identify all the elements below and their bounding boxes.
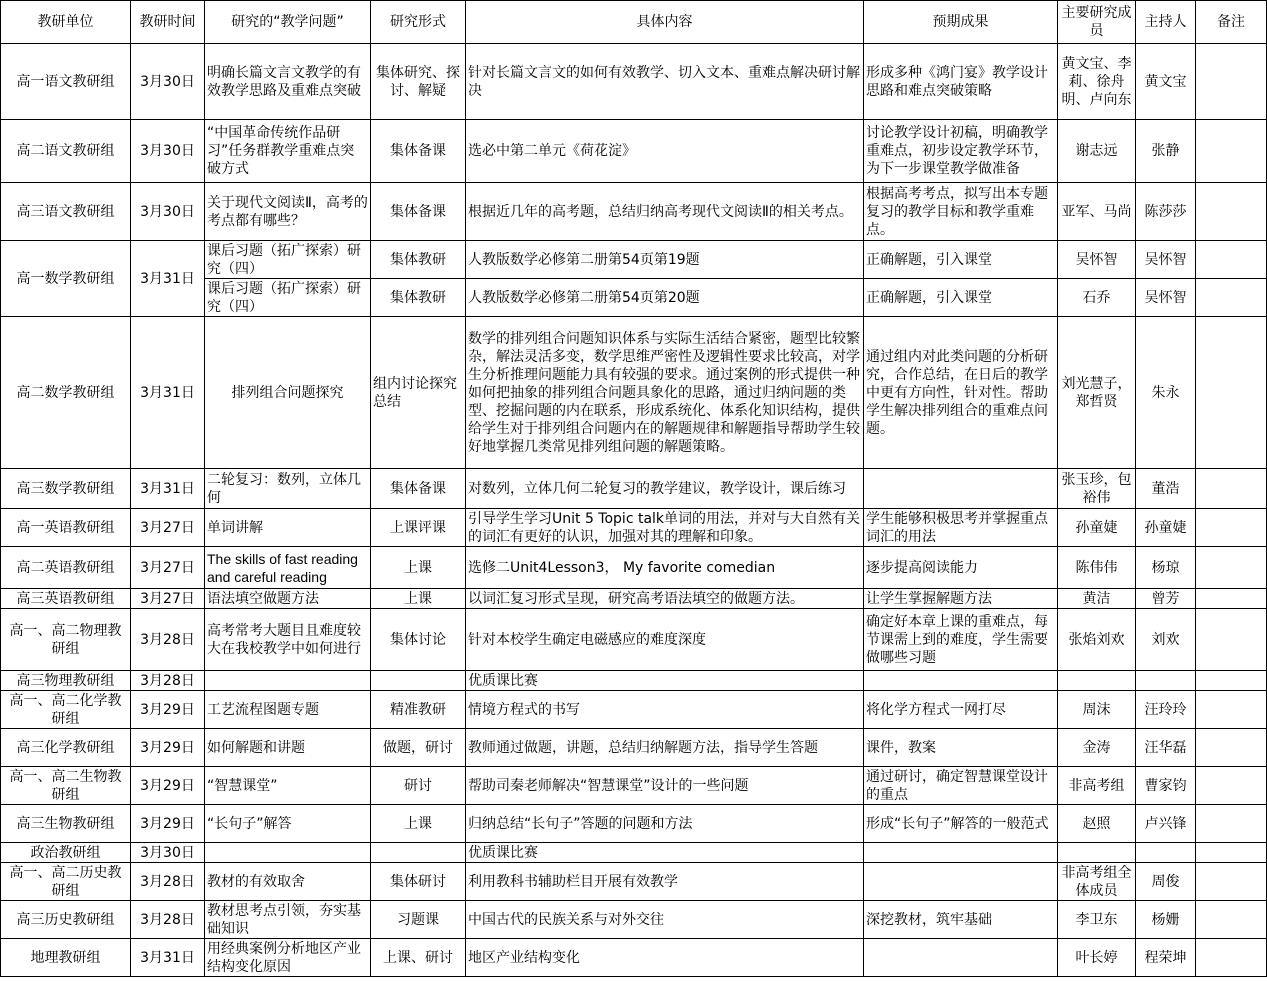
content-cell: 利用教科书辅助栏目开展有效教学 [466, 863, 864, 901]
topic-cell: 工艺流程图题专题 [205, 691, 371, 729]
host-cell: 曾芳 [1136, 589, 1196, 609]
form-cell: 习题课 [371, 901, 466, 939]
topic-cell: 课后习题（拓广探索）研究（四） [205, 241, 371, 279]
host-cell: 汪玲玲 [1136, 691, 1196, 729]
header-content: 具体内容 [466, 1, 864, 44]
content-cell: 引导学生学习Unit 5 Topic talk单词的用法，并对与大自然有关的词汇有更好的认识，加强对其的理解和印象。 [466, 509, 864, 547]
group-cell: 高二数学教研组 [1, 317, 131, 469]
host-cell: 程荣坤 [1136, 939, 1196, 977]
outcome-cell: 通过研讨，确定智慧课堂设计的重点 [864, 767, 1058, 805]
form-cell: 组内讨论探究总结 [371, 317, 466, 469]
time-cell: 3月29日 [131, 767, 205, 805]
content-cell: 优质课比赛 [466, 671, 864, 691]
note-cell [1196, 671, 1267, 691]
time-cell: 3月28日 [131, 863, 205, 901]
outcome-cell: 讨论教学设计初稿，明确教学重难点，初步设定教学环节，为下一步课堂教学做准备 [864, 120, 1058, 183]
group-cell: 政治教研组 [1, 843, 131, 863]
outcome-cell [864, 843, 1058, 863]
time-cell: 3月29日 [131, 805, 205, 843]
header-note: 备注 [1196, 1, 1267, 44]
content-cell: 以词汇复习形式呈现，研究高考语法填空的做题方法。 [466, 589, 864, 609]
members-cell: 金涛 [1058, 729, 1136, 767]
table-row [1, 863, 1267, 901]
members-cell: 非高考组全体成员 [1058, 863, 1136, 901]
content-cell: 根据近几年的高考题，总结归纳高考现代文阅读Ⅱ的相关考点。 [466, 183, 864, 241]
header-group: 教研单位 [1, 1, 131, 44]
outcome-cell: 形成“长句子”解答的一般范式 [864, 805, 1058, 843]
outcome-cell: 学生能够积极思考并掌握重点词汇的用法 [864, 509, 1058, 547]
topic-cell: 教材思考点引领，夯实基础知识 [205, 901, 371, 939]
group-cell: 高一、高二历史教研组 [1, 863, 131, 901]
note-cell [1196, 547, 1267, 589]
group-cell: 高一语文教研组 [1, 44, 131, 120]
table-row [1, 469, 1267, 509]
group-cell: 高二英语教研组 [1, 547, 131, 589]
table-row [1, 939, 1267, 977]
content-cell: 针对长篇文言文的如何有效教学、切入文本、重难点解决研讨解决 [466, 44, 864, 120]
outcome-cell: 正确解题，引入课堂 [864, 279, 1058, 317]
outcome-cell [864, 469, 1058, 509]
time-cell: 3月27日 [131, 589, 205, 609]
host-cell: 陈莎莎 [1136, 183, 1196, 241]
form-cell: 做题，研讨 [371, 729, 466, 767]
time-cell: 3月28日 [131, 901, 205, 939]
table-row [1, 547, 1267, 589]
outcome-cell: 将化学方程式一网打尽 [864, 691, 1058, 729]
host-cell: 黄文宝 [1136, 44, 1196, 120]
topic-cell [205, 843, 371, 863]
members-cell: 亚军、马尚 [1058, 183, 1136, 241]
form-cell: 上课 [371, 805, 466, 843]
topic-cell: 排列组合问题探究 [205, 317, 371, 469]
time-cell: 3月30日 [131, 843, 205, 863]
time-cell: 3月29日 [131, 729, 205, 767]
header-time: 教研时间 [131, 1, 205, 44]
host-cell: 汪华磊 [1136, 729, 1196, 767]
topic-cell: 高考常考大题目且难度较大在我校教学中如何进行 [205, 609, 371, 671]
note-cell [1196, 767, 1267, 805]
table-row [1, 183, 1267, 241]
form-cell: 上课 [371, 589, 466, 609]
time-cell: 3月31日 [131, 939, 205, 977]
time-cell: 3月27日 [131, 547, 205, 589]
topic-cell: “长句子”解答 [205, 805, 371, 843]
outcome-cell [864, 939, 1058, 977]
group-cell: 高二语文教研组 [1, 120, 131, 183]
note-cell [1196, 241, 1267, 279]
members-cell: 张玉珍，包裕伟 [1058, 469, 1136, 509]
form-cell: 上课 [371, 547, 466, 589]
table-row [1, 609, 1267, 671]
note-cell [1196, 691, 1267, 729]
group-cell: 高三语文教研组 [1, 183, 131, 241]
note-cell [1196, 609, 1267, 671]
outcome-cell: 正确解题，引入课堂 [864, 241, 1058, 279]
note-cell [1196, 317, 1267, 469]
note-cell [1196, 729, 1267, 767]
table-row [1, 901, 1267, 939]
host-cell: 杨琼 [1136, 547, 1196, 589]
members-cell: 刘光慧子，郑哲贤 [1058, 317, 1136, 469]
content-cell: 对数列，立体几何二轮复习的教学建议，教学设计，课后练习 [466, 469, 864, 509]
topic-cell [205, 671, 371, 691]
table-row [1, 317, 1267, 469]
members-cell: 黄洁 [1058, 589, 1136, 609]
topic-cell: 单词讲解 [205, 509, 371, 547]
group-cell: 高三物理教研组 [1, 671, 131, 691]
topic-cell: “智慧课堂” [205, 767, 371, 805]
form-cell: 上课评课 [371, 509, 466, 547]
time-cell: 3月28日 [131, 671, 205, 691]
content-cell: 选必中第二单元《荷花淀》 [466, 120, 864, 183]
outcome-cell: 形成多种《鸿门宴》教学设计思路和难点突破策略 [864, 44, 1058, 120]
note-cell [1196, 589, 1267, 609]
content-cell: 教师通过做题，讲题，总结归纳解题方法，指导学生答题 [466, 729, 864, 767]
note-cell [1196, 44, 1267, 120]
outcome-cell [864, 863, 1058, 901]
topic-cell: 课后习题（拓广探索）研究（四） [205, 279, 371, 317]
form-cell [371, 843, 466, 863]
members-cell: 黄文宝、李莉、徐舟明、卢向东 [1058, 44, 1136, 120]
host-cell: 吴怀智 [1136, 279, 1196, 317]
topic-cell: 如何解题和讲题 [205, 729, 371, 767]
header-topic: 研究的“教学问题” [205, 1, 371, 44]
members-cell: 周沫 [1058, 691, 1136, 729]
group-cell: 高一、高二物理教研组 [1, 609, 131, 671]
note-cell [1196, 805, 1267, 843]
table-row [1, 843, 1267, 863]
content-cell: 数学的排列组合问题知识体系与实际生活结合紧密，题型比较繁杂，解法灵活多变，数学思维严密性及逻辑性要求比较高，对学生分析推理问题能力具有较强的要求。通过案例的形式提供一种如何把抽象的排列组合问题具象化的思路，通过归纳问题的类型、挖掘问题的内在联系，形成系统化、体系化知识结构，提供给学生对于排列组合问题内在的解题规律和解题指导帮助学生较好地掌握几类常见排列组问题的解题策略。 [466, 317, 864, 469]
topic-cell: 教材的有效取舍 [205, 863, 371, 901]
header-host: 主持人 [1136, 1, 1196, 44]
form-cell: 上课、研讨 [371, 939, 466, 977]
group-cell: 高三化学教研组 [1, 729, 131, 767]
table-row [1, 589, 1267, 609]
time-cell: 3月30日 [131, 120, 205, 183]
form-cell: 集体研究、探讨、解疑 [371, 44, 466, 120]
members-cell: 叶长婷 [1058, 939, 1136, 977]
host-cell: 曹家钧 [1136, 767, 1196, 805]
header-outcome: 预期成果 [864, 1, 1058, 44]
outcome-cell: 逐步提高阅读能力 [864, 547, 1058, 589]
header-form: 研究形式 [371, 1, 466, 44]
note-cell [1196, 469, 1267, 509]
note-cell [1196, 843, 1267, 863]
members-cell: 石乔 [1058, 279, 1136, 317]
content-cell: 情境方程式的书写 [466, 691, 864, 729]
note-cell [1196, 279, 1267, 317]
content-cell: 选修二Unit4Lesson3， My favorite comedian [466, 547, 864, 589]
form-cell: 集体备课 [371, 183, 466, 241]
topic-cell: 关于现代文阅读Ⅱ，高考的考点都有哪些？ [205, 183, 371, 241]
members-cell: 李卫东 [1058, 901, 1136, 939]
form-cell: 研讨 [371, 767, 466, 805]
group-cell: 高三生物教研组 [1, 805, 131, 843]
content-cell: 人教版数学必修第二册第54页第19题 [466, 241, 864, 279]
topic-cell: 二轮复习：数列，立体几何 [205, 469, 371, 509]
members-cell: 谢志远 [1058, 120, 1136, 183]
outcome-cell [864, 671, 1058, 691]
header-members: 主要研究成员 [1058, 1, 1136, 44]
topic-cell: 明确长篇文言文教学的有效教学思路及重难点突破 [205, 44, 371, 120]
group-cell: 高一、高二化学教研组 [1, 691, 131, 729]
host-cell: 杨姗 [1136, 901, 1196, 939]
note-cell [1196, 939, 1267, 977]
group-cell: 高三英语教研组 [1, 589, 131, 609]
group-cell: 高一英语教研组 [1, 509, 131, 547]
outcome-cell: 确定好本章上课的重难点，每节课需上到的难度，学生需要做哪些习题 [864, 609, 1058, 671]
table-row [1, 691, 1267, 729]
topic-cell: 语法填空做题方法 [205, 589, 371, 609]
host-cell: 董浩 [1136, 469, 1196, 509]
form-cell: 精准教研 [371, 691, 466, 729]
time-cell: 3月31日 [131, 317, 205, 469]
members-cell: 吴怀智 [1058, 241, 1136, 279]
form-cell: 集体研讨 [371, 863, 466, 901]
form-cell: 集体备课 [371, 120, 466, 183]
table-row [1, 44, 1267, 120]
host-cell: 吴怀智 [1136, 241, 1196, 279]
note-cell [1196, 901, 1267, 939]
outcome-cell: 让学生掌握解题方法 [864, 589, 1058, 609]
content-cell: 人教版数学必修第二册第54页第20题 [466, 279, 864, 317]
host-cell: 卢兴锋 [1136, 805, 1196, 843]
host-cell: 张静 [1136, 120, 1196, 183]
host-cell [1136, 843, 1196, 863]
members-cell: 陈伟伟 [1058, 547, 1136, 589]
group-cell: 高一、高二生物教研组 [1, 767, 131, 805]
form-cell: 集体备课 [371, 469, 466, 509]
content-cell: 地区产业结构变化 [466, 939, 864, 977]
time-cell: 3月29日 [131, 691, 205, 729]
outcome-cell: 课件，教案 [864, 729, 1058, 767]
table-row [1, 805, 1267, 843]
host-cell [1136, 671, 1196, 691]
members-cell: 赵照 [1058, 805, 1136, 843]
host-cell: 周俊 [1136, 863, 1196, 901]
table-row [1, 120, 1267, 183]
time-cell: 3月31日 [131, 241, 205, 317]
form-cell [371, 671, 466, 691]
group-cell: 高一数学教研组 [1, 241, 131, 317]
table-row [1, 729, 1267, 767]
note-cell [1196, 863, 1267, 901]
group-cell: 地理教研组 [1, 939, 131, 977]
host-cell: 朱永 [1136, 317, 1196, 469]
outcome-cell: 深挖教材，筑牢基础 [864, 901, 1058, 939]
content-cell: 帮助司秦老师解决“智慧课堂”设计的一些问题 [466, 767, 864, 805]
host-cell: 刘欢 [1136, 609, 1196, 671]
outcome-cell: 根据高考考点，拟写出本专题复习的教学目标和教学重难点。 [864, 183, 1058, 241]
table-row [1, 241, 1267, 279]
members-cell: 孙童婕 [1058, 509, 1136, 547]
host-cell: 孙童婕 [1136, 509, 1196, 547]
time-cell: 3月28日 [131, 609, 205, 671]
content-cell: 优质课比赛 [466, 843, 864, 863]
header-row [1, 1, 1267, 44]
form-cell: 集体讨论 [371, 609, 466, 671]
members-cell [1058, 843, 1136, 863]
note-cell [1196, 509, 1267, 547]
table-row [1, 767, 1267, 805]
outcome-cell: 通过组内对此类问题的分析研究，合作总结，在日后的教学中更有方向性，针对性。帮助学生解决排列组合的重难点问题。 [864, 317, 1058, 469]
note-cell [1196, 183, 1267, 241]
group-cell: 高三数学教研组 [1, 469, 131, 509]
topic-cell: 用经典案例分析地区产业结构变化原因 [205, 939, 371, 977]
table-row [1, 671, 1267, 691]
topic-cell: The skills of fast reading and careful reading [205, 547, 371, 589]
group-cell: 高三历史教研组 [1, 901, 131, 939]
members-cell: 非高考组 [1058, 767, 1136, 805]
content-cell: 针对本校学生确定电磁感应的难度深度 [466, 609, 864, 671]
time-cell: 3月27日 [131, 509, 205, 547]
note-cell [1196, 120, 1267, 183]
form-cell: 集体教研 [371, 241, 466, 279]
content-cell: 归纳总结“长句子”答题的问题和方法 [466, 805, 864, 843]
time-cell: 3月30日 [131, 44, 205, 120]
time-cell: 3月31日 [131, 469, 205, 509]
topic-cell: “中国革命传统作品研习”任务群教学重难点突破方式 [205, 120, 371, 183]
table-row [1, 509, 1267, 547]
time-cell: 3月30日 [131, 183, 205, 241]
members-cell [1058, 671, 1136, 691]
content-cell: 中国古代的民族关系与对外交往 [466, 901, 864, 939]
members-cell: 张焰刘欢 [1058, 609, 1136, 671]
form-cell: 集体教研 [371, 279, 466, 317]
